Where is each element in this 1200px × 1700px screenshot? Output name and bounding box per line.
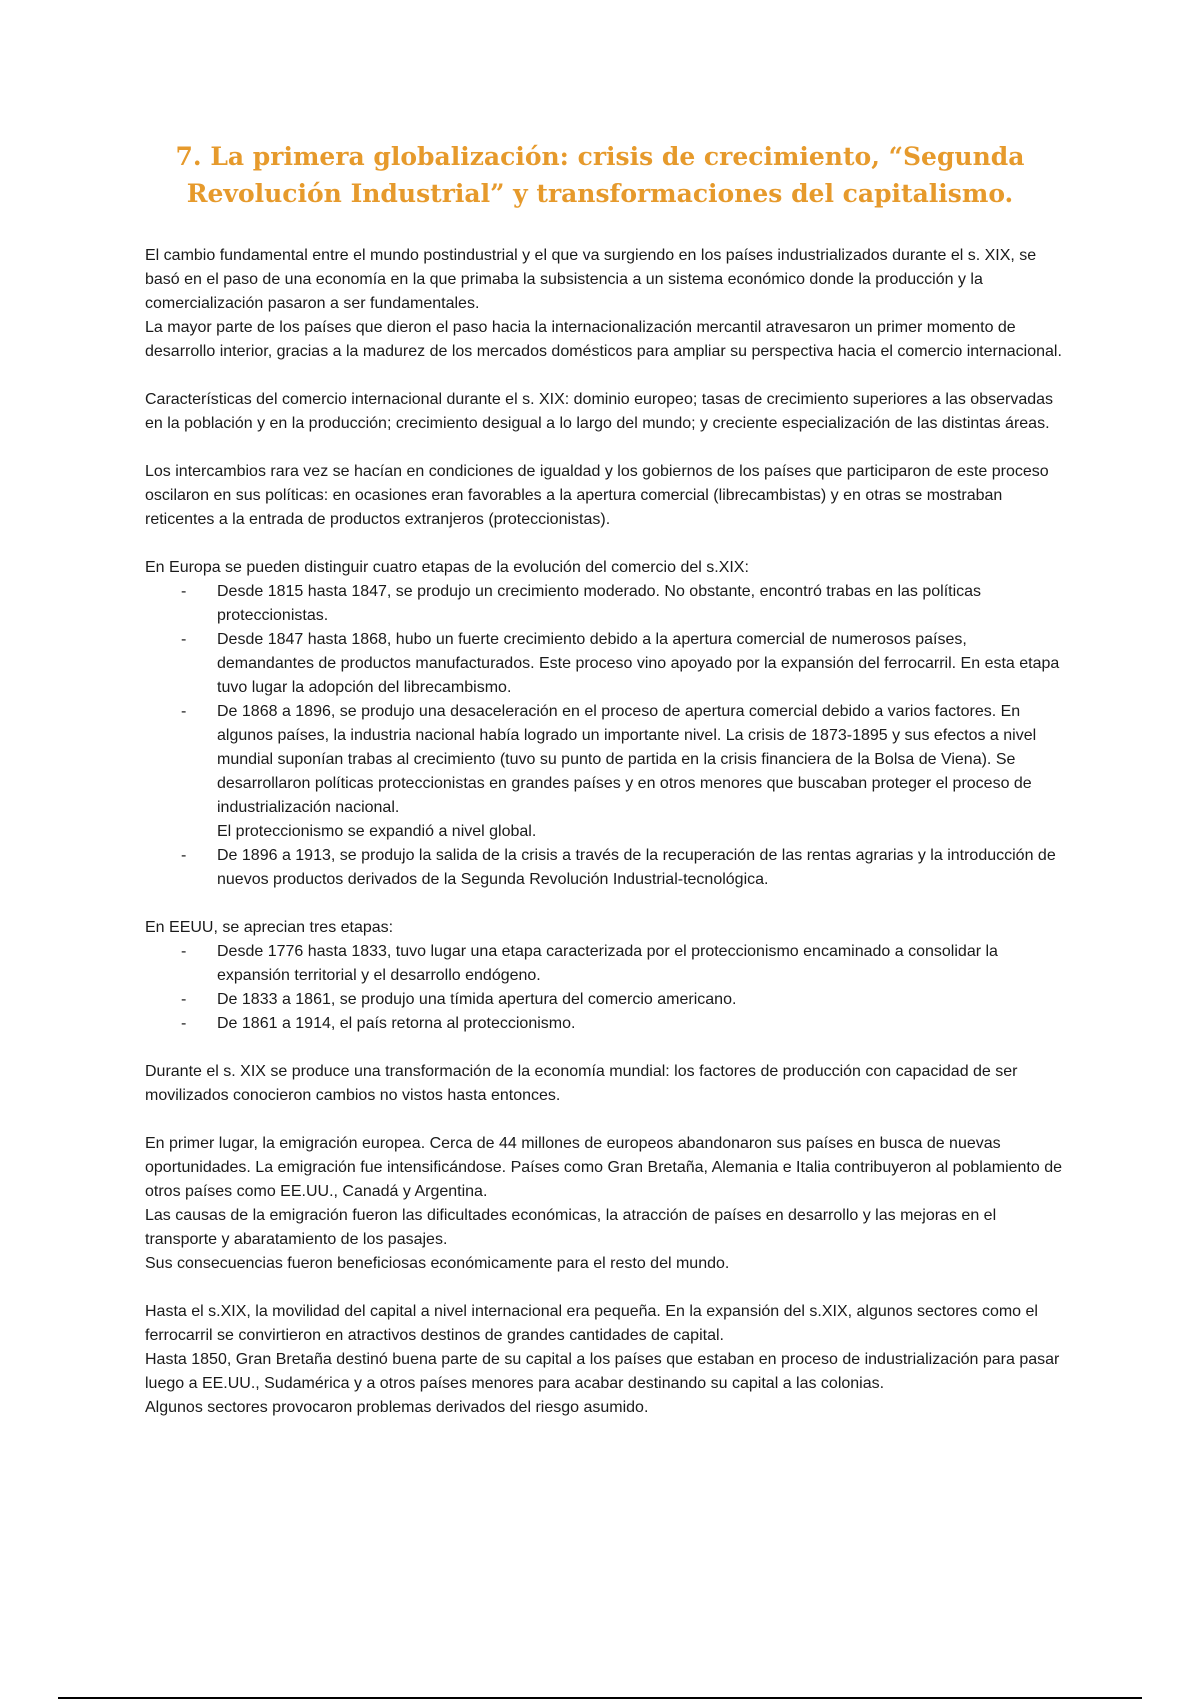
list-item-text: De 1833 a 1861, se produjo una tímida apertura del comercio americano. xyxy=(217,991,737,1008)
list-item xyxy=(145,1012,1065,1036)
usa-section xyxy=(145,916,1065,1036)
world-economy-paragraph: Durante el s. XIX se produce una transformación de la economía mundial: los factores de producción con capacidad de ser movilizados conocieron cambios no vistos hasta entonces. xyxy=(145,1063,1018,1104)
list-item xyxy=(145,940,1065,988)
emigration-paragraph xyxy=(145,1132,1065,1276)
paragraph-text: La mayor parte de los países que dieron el paso hacia la internacionalización mercantil atravesaron un primer momento de desarrollo interior, gracias a la madurez de los mercados domésticos para ampliar su perspectiva hacia el comercio internacional. xyxy=(145,319,1062,360)
usa-stage-list xyxy=(145,940,1065,1036)
list-item xyxy=(145,844,1065,892)
list-item-text: Desde 1847 hasta 1868, hubo un fuerte crecimiento debido a la apertura comercial de numerosos países, demandantes de productos manufacturados. Este proceso vino apoyado por la expansión del ferrocarril. En esta etapa tuvo lugar la adopción del librecambismo. xyxy=(217,631,1060,696)
list-item-text: Desde 1815 hasta 1847, se produjo un crecimiento moderado. No obstante, encontró trabas en las políticas proteccionistas. xyxy=(217,583,982,624)
list-item xyxy=(145,580,1065,628)
list-item-text: Desde 1776 hasta 1833, tuvo lugar una etapa caracterizada por el proteccionismo encaminado a consolidar la expansión territorial y el desarrollo endógeno. xyxy=(217,943,998,984)
list-item-extra-line: El proteccionismo se expandió a nivel global. xyxy=(217,823,537,840)
list-item-text: De 1868 a 1896, se produjo una desaceleración en el proceso de apertura comercial debido a varios factores. En algunos países, la industria nacional había logrado un importante nivel. La crisis de 1873-1895 y sus efectos a nivel mundial suponían trabas al crecimiento (tuvo su punto de partida en la crisis financiera de la Bolsa de Viena). Se desarrollaron políticas proteccionistas en grandes países y en otros menores que buscaban proteger el proceso de industrialización nacional. xyxy=(217,703,1037,816)
footer-divider xyxy=(58,1697,1142,1699)
paragraph-text: Sus consecuencias fueron beneficiosas económicamente para el resto del mundo. xyxy=(145,1255,730,1272)
paragraph-text: Las causas de la emigración fueron las dificultades económicas, la atracción de países en desarrollo y las mejoras en el transporte y abaratamiento de los pasajes. xyxy=(145,1207,997,1248)
trade-characteristics-paragraph: Características del comercio internacional durante el s. XIX: dominio europeo; tasas de crecimiento superiores a las observadas en la población y en la producción; crecimiento desigual a lo largo del mundo; y creciente especialización de las distintas áreas. xyxy=(145,391,1054,432)
usa-intro: En EEUU, se aprecian tres etapas: xyxy=(145,919,394,936)
page-title: 7. La primera globalización: crisis de crecimiento, “Segunda Revolución Industrial” y transformaciones del capitalismo. xyxy=(175,142,1025,208)
list-item-text: De 1861 a 1914, el país retorna al proteccionismo. xyxy=(217,1015,576,1032)
document-body xyxy=(145,244,1065,1420)
list-item xyxy=(145,700,1065,844)
list-item xyxy=(145,628,1065,700)
capital-paragraph xyxy=(145,1300,1065,1420)
paragraph-text: Algunos sectores provocaron problemas derivados del riesgo asumido. xyxy=(145,1399,649,1416)
europe-stage-list xyxy=(145,580,1065,892)
intro-paragraph xyxy=(145,244,1065,364)
europe-section xyxy=(145,556,1065,892)
list-item-text: De 1896 a 1913, se produjo la salida de la crisis a través de la recuperación de las rentas agrarias y la introducción de nuevos productos derivados de la Segunda Revolución Industrial-tecnológica. xyxy=(217,847,1056,888)
exchange-policies-paragraph: Los intercambios rara vez se hacían en condiciones de igualdad y los gobiernos de los países que participaron de este proceso oscilaron en sus políticas: en ocasiones eran favorables a la apertura comercial (librecambistas) y en otras se mostraban reticentes a la entrada de productos extranjeros (proteccionistas). xyxy=(145,463,1049,528)
paragraph-text: El cambio fundamental entre el mundo postindustrial y el que va surgiendo en los países industrializados durante el s. XIX, se basó en el paso de una economía en la que primaba la subsistencia a un sistema económico donde la producción y la comercialización pasaron a ser fundamentales. xyxy=(145,247,1037,312)
europe-intro: En Europa se pueden distinguir cuatro etapas de la evolución del comercio del s.XIX: xyxy=(145,559,749,576)
list-item xyxy=(145,988,1065,1012)
paragraph-text: Hasta 1850, Gran Bretaña destinó buena parte de su capital a los países que estaban en proceso de industrialización para pasar luego a EE.UU., Sudamérica y a otros países menores para acabar destinando su capital a las colonias. xyxy=(145,1351,1060,1392)
paragraph-text: Hasta el s.XIX, la movilidad del capital a nivel internacional era pequeña. En la expansión del s.XIX, algunos sectores como el ferrocarril se convirtieron en atractivos destinos de grandes cantidades de capital. xyxy=(145,1303,1038,1344)
paragraph-text: En primer lugar, la emigración europea. Cerca de 44 millones de europeos abandonaron sus países en busca de nuevas oportunidades. La emigración fue intensificándose. Países como Gran Bretaña, Alemania e Italia contribuyeron al poblamiento de otros países como EE.UU., Canadá y Argentina. xyxy=(145,1135,1062,1200)
